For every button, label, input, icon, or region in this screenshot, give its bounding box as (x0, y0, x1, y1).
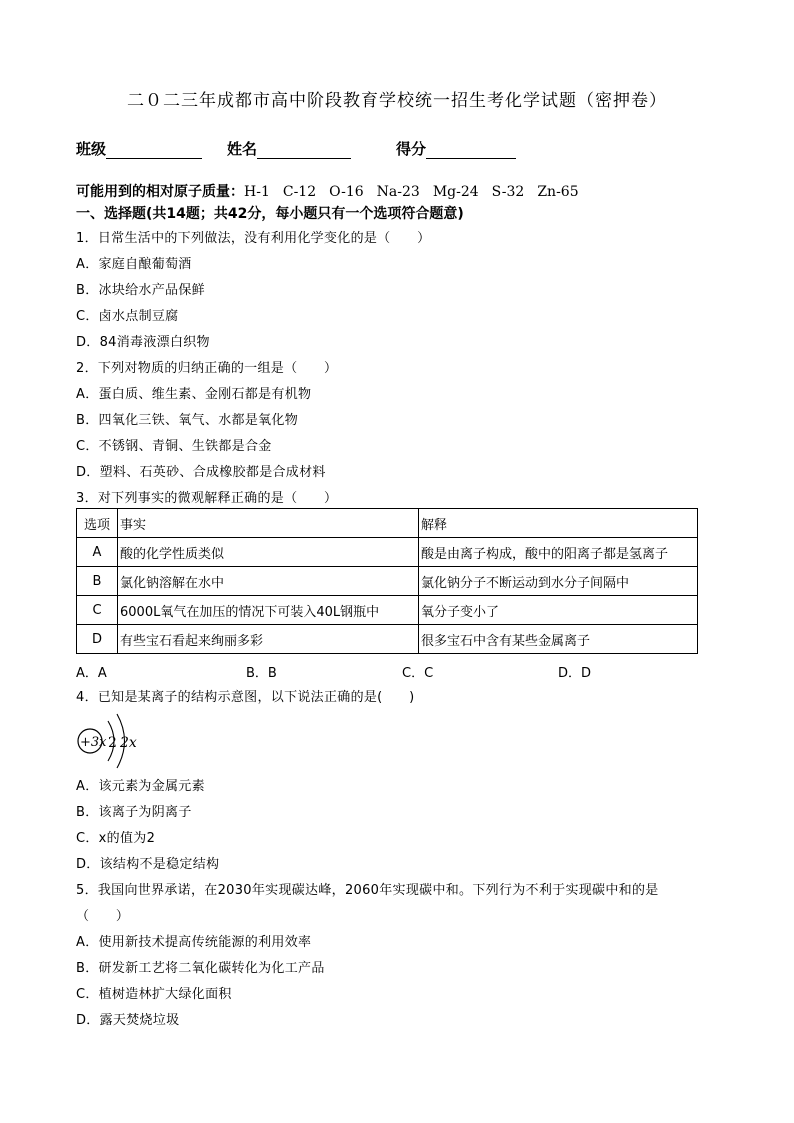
table-cell: 6000L氧气在加压的情况下可装入40L钢瓶中 (118, 596, 419, 625)
q2-option-c: C．不锈钢、青铜、生铁都是合金 (76, 439, 272, 454)
element-mass: Na-23 (376, 184, 420, 200)
table-cell: C (77, 596, 118, 625)
table-cell: 氧分子变小了 (419, 596, 698, 625)
name-field (227, 138, 351, 159)
table-header: 选项 (77, 509, 118, 538)
nucleus-charge: +3x (80, 735, 107, 750)
table-cell: 很多宝石中含有某些金属离子 (419, 625, 698, 654)
q5-stem-continued: （ ） (76, 909, 130, 924)
table-cell: 氯化钠分子不断运动到水分子间隔中 (419, 567, 698, 596)
name-label: 姓名 (227, 140, 258, 158)
element-mass: Zn-65 (537, 184, 579, 200)
q1-stem: 1．日常生活中的下列做法，没有利用化学变化的是（ ） (76, 231, 431, 246)
table-header-row (77, 509, 698, 538)
page-title: 二０二三年成都市高中阶段教育学校统一招生考化学试题（密押卷） (127, 91, 667, 111)
class-label: 班级 (76, 140, 107, 158)
q2-option-d: D．塑料、石英砂、合成橡胶都是合成材料 (76, 465, 326, 480)
q1-option-b: B．冰块给水产品保鲜 (76, 283, 205, 298)
element-mass: S-32 (491, 184, 525, 200)
q5-option-a: A．使用新技术提高传统能源的利用效率 (76, 935, 312, 950)
element-mass: Mg-24 (432, 184, 479, 200)
q3-option-c: C．C (402, 666, 434, 681)
q3-stem: 3．对下列事实的微观解释正确的是（ ） (76, 491, 338, 506)
ion-structure-diagram (76, 706, 156, 770)
q1-option-c: C．卤水点制豆腐 (76, 309, 179, 324)
q3-option-a: A．A (76, 666, 107, 681)
q3-table (76, 508, 698, 654)
table-header: 事实 (118, 509, 419, 538)
element-mass: C-12 (282, 184, 317, 200)
class-field (76, 138, 202, 159)
section-heading: 一、选择题(共14题；共42分，每小题只有一个选项符合题意) (76, 206, 464, 222)
table-row (77, 596, 698, 625)
score-label: 得分 (396, 140, 427, 158)
q4-option-c: C．x的值为2 (76, 831, 156, 846)
table-cell: B (77, 567, 118, 596)
q2-option-b: B．四氧化三铁、氧气、水都是氧化物 (76, 413, 299, 428)
q5-option-d: D．露天焚烧垃圾 (76, 1013, 180, 1028)
q3-option-b: B．B (246, 666, 277, 681)
table-cell: D (77, 625, 118, 654)
q1-option-d: D．84消毒液漂白织物 (76, 335, 210, 350)
q4-option-b: B．该离子为阴离子 (76, 805, 192, 820)
table-row (77, 567, 698, 596)
q4-option-a: A．该元素为金属元素 (76, 779, 205, 794)
atomic-masses-label: 可能用到的相对原子质量： (76, 184, 244, 200)
table-cell: 酸是由离子构成，酸中的阳离子都是氢离子 (419, 538, 698, 567)
q2-option-a: A．蛋白质、维生素、金刚石都是有机物 (76, 387, 312, 402)
element-mass: H-1 (244, 184, 270, 200)
q1-option-a: A．家庭自酿葡萄酒 (76, 257, 192, 272)
score-field (396, 138, 516, 159)
table-cell: 氯化钠溶解在水中 (118, 567, 419, 596)
atomic-masses (76, 181, 579, 201)
element-mass: O-16 (329, 184, 364, 200)
score-blank[interactable] (426, 142, 516, 159)
q4-stem: 4．已知是某离子的结构示意图，以下说法正确的是( ) (76, 690, 415, 705)
shell-electron-count: 2x (120, 735, 137, 751)
q3-option-d: D．D (558, 666, 592, 681)
q2-stem: 2．下列对物质的归纳正确的一组是（ ） (76, 361, 338, 376)
table-cell: 有些宝石看起来绚丽多彩 (118, 625, 419, 654)
table-cell: A (77, 538, 118, 567)
table-header: 解释 (419, 509, 698, 538)
q5-option-b: B．研发新工艺将二氧化碳转化为化工产品 (76, 961, 325, 976)
q4-option-d: D．该结构不是稳定结构 (76, 857, 220, 872)
table-row (77, 625, 698, 654)
class-blank[interactable] (106, 142, 202, 159)
q5-option-c: C．植树造林扩大绿化面积 (76, 987, 232, 1002)
shell-electron-count: 2 (108, 735, 117, 751)
name-blank[interactable] (257, 142, 351, 159)
table-row (77, 538, 698, 567)
table-cell: 酸的化学性质类似 (118, 538, 419, 567)
q5-stem: 5．我国向世界承诺，在2030年实现碳达峰，2060年实现碳中和。下列行为不利于实现碳中和的是 (76, 883, 659, 898)
